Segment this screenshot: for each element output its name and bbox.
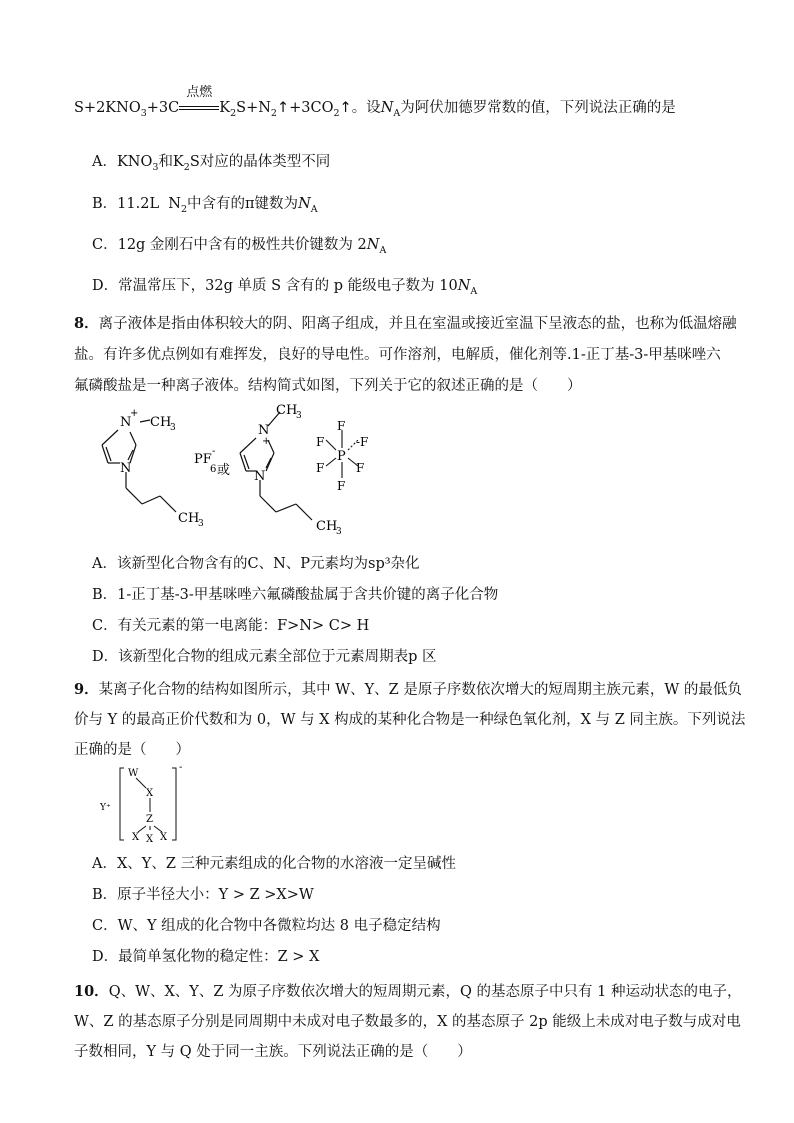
svg-text:3: 3 xyxy=(336,527,342,537)
svg-text:+: + xyxy=(262,436,271,447)
q9-stem-line1: 9．某离子化合物的结构如图所示，其中 W、Y、Z 是原子序数依次增大的短周期主族元素，W 的最低负 xyxy=(74,681,742,698)
q8-option-a[interactable]: A．该新型化合物含有的C、N、P元素均为sp³杂化 xyxy=(92,556,420,572)
svg-text:CH: CH xyxy=(150,415,172,430)
q10-stem-line1: 10．Q、W、X、Y、Z 为原子序数依次增大的短周期元素，Q 的基态原子中只有 1 种运动状态的电子， xyxy=(74,983,742,1000)
svg-text:Z: Z xyxy=(146,814,153,825)
q8-option-d[interactable]: D．该新型化合物的组成元素全部位于元素周期表p 区 xyxy=(92,649,437,665)
svg-text:6: 6 xyxy=(210,464,217,475)
q7-option-b[interactable]: B．11.2L $N_2$中含有的π键数为$N_A$ xyxy=(92,196,318,215)
question-number: 8． xyxy=(74,315,99,332)
svg-text:+: + xyxy=(130,408,139,419)
svg-text:F: F xyxy=(316,435,325,449)
pf6-anion: PF xyxy=(194,452,212,467)
q8-stem-line3: 氟磷酸盐是一种离子液体。结构简式如图，下列关于它的叙述正确的是（ ） xyxy=(74,378,582,394)
q7-equation: $S+2KNO_3+3C$ 点燃 $K_2S+N_2↑+3CO_2↑$。设$N_A$为阿伏加德罗常数的值，下列说法正确的是 xyxy=(74,85,676,119)
ionic-compound-structure xyxy=(100,764,200,844)
q9-option-c[interactable]: C．W、Y 组成的化合物中各微粒均达 8 电子稳定结构 xyxy=(92,918,441,934)
svg-text:3: 3 xyxy=(296,411,302,421)
q8-option-b[interactable]: B．1-正丁基-3-甲基咪唑六氟磷酸盐属于含共价键的离子化合物 xyxy=(92,587,499,603)
svg-text:X: X xyxy=(160,832,168,843)
svg-text:N: N xyxy=(258,423,270,438)
svg-text:X: X xyxy=(132,832,140,843)
svg-text:X: X xyxy=(146,834,154,845)
q8-stem-line2: 盐。有许多优点例如有难挥发，良好的导电性。可作溶剂，电解质，催化剂等.1-正丁基-3-甲基咪唑六 xyxy=(74,347,721,363)
svg-text:-F: -F xyxy=(356,435,369,449)
svg-text:F: F xyxy=(356,461,365,475)
q9-stem-line2: 价与 Y 的最高正价代数和为 0，W 与 X 构成的某种化合物是一种绿色氧化剂，X 与 Z 同主族。下列说法 xyxy=(74,712,746,728)
svg-text:CH: CH xyxy=(276,403,298,418)
n-plus-atom: N xyxy=(120,415,132,430)
svg-text:CH: CH xyxy=(178,511,200,526)
y-cation: Y⁺ xyxy=(100,803,111,813)
q8-stem-line1: 8．离子液体是指由体积较大的阴、阳离子组成，并且在室温或接近室温下呈液态的盐，也称为低温熔融 xyxy=(74,315,737,332)
question-number: 10． xyxy=(74,983,109,1000)
q7-option-d[interactable]: D．常温常压下，32g 单质 S 含有的 p 能级电子数为 $10N_A$ xyxy=(92,278,478,297)
question-number: 9． xyxy=(74,681,99,698)
svg-text:N: N xyxy=(120,461,132,476)
phosphorus-atom: P xyxy=(337,449,346,464)
left-bracket xyxy=(120,768,124,840)
svg-text:N: N xyxy=(254,469,266,484)
q9-option-d[interactable]: D．最简单氢化物的稳定性：Z > X xyxy=(92,949,320,965)
svg-text:-: - xyxy=(179,762,183,773)
svg-text:CH: CH xyxy=(316,519,338,534)
svg-text:X: X xyxy=(146,788,154,799)
imidazolium-ring-2 xyxy=(240,412,312,520)
gas-arrow-icon: ↑ xyxy=(339,100,352,116)
svg-text:3: 3 xyxy=(198,519,204,529)
reaction-condition: 点燃 xyxy=(179,100,219,116)
q9-stem-line3: 正确的是（ ） xyxy=(74,742,190,758)
svg-text:F: F xyxy=(337,479,346,493)
imidazolium-ring-1 xyxy=(102,420,176,512)
q7-option-a[interactable]: A．$KNO_3$和$K_2S$对应的晶体类型不同 xyxy=(92,154,331,173)
or-label: 或 xyxy=(217,463,231,478)
q10-stem-line3: 子数相同，Y 与 Q 处于同一主族。下列说法正确的是（ ） xyxy=(74,1044,472,1060)
ionic-liquid-structure xyxy=(90,400,450,540)
q9-option-b[interactable]: B．原子半径大小：Y > Z >X>W xyxy=(92,887,314,903)
right-bracket xyxy=(172,768,176,840)
q7-option-c[interactable]: C．12g 金刚石中含有的极性共价键数为 $2N_A$ xyxy=(92,237,387,256)
svg-text:F: F xyxy=(316,461,325,475)
equals-sign xyxy=(179,106,219,110)
svg-text:-: - xyxy=(212,446,216,457)
svg-text:W: W xyxy=(128,768,139,779)
svg-text:F: F xyxy=(337,419,346,433)
q9-option-a[interactable]: A．X、Y、Z 三种元素组成的化合物的水溶液一定呈碱性 xyxy=(92,856,457,872)
q8-option-c[interactable]: C．有关元素的第一电离能：F>N> C> H xyxy=(92,618,370,634)
svg-text:3: 3 xyxy=(170,423,176,433)
gas-arrow-icon: ↑ xyxy=(276,100,290,116)
q10-stem-line2: W、Z 的基态原子分别是同周期中未成对电子数最多的，X 的基态原子 2p 能级上未成对电子数与成对电 xyxy=(74,1014,741,1030)
